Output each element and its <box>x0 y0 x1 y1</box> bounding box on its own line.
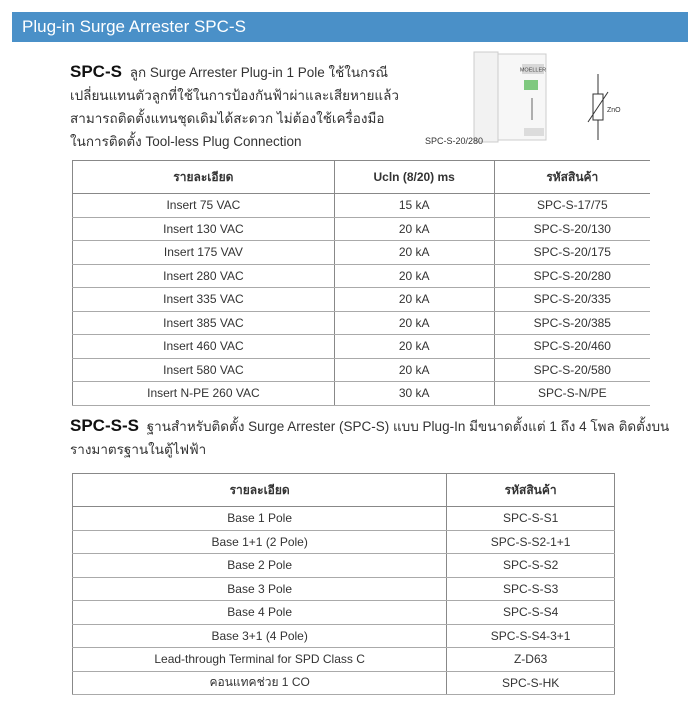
cell-product-code: SPC-S-20/460 <box>494 335 650 359</box>
cell-ucln: 20 kA <box>334 288 494 312</box>
cell-product-code: SPC-S-N/PE <box>494 382 650 406</box>
table-row <box>73 288 651 312</box>
base-spec-table <box>72 473 615 695</box>
insert-spec-table <box>72 160 650 406</box>
cell-product-code: SPC-S-S4-3+1 <box>447 624 615 648</box>
cell-product-code: SPC-S-20/130 <box>494 217 650 241</box>
cell-description: Base 2 Pole <box>73 554 447 578</box>
cell-product-code: Z-D63 <box>447 648 615 672</box>
table-row <box>73 671 615 695</box>
zno-schematic-symbol <box>580 72 630 142</box>
table-row <box>73 507 615 531</box>
product-description: ลูก Surge Arrester Plug-in 1 Pole ใช้ในกรณีเปลี่ยนแทนตัวลูกที่ใช้ในการป้องกันฟ้าผ่าและเสียหายแล้ว สามารถติดตั้งแทนชุดเดิมได้สะดวก ไม่ต้องใช้เครื่องมือในการติดตั้ง Tool-less Plug Connection <box>70 65 399 149</box>
cell-description: Insert 280 VAC <box>73 264 335 288</box>
base-product-description: ฐานสำหรับติดตั้ง Surge Arrester (SPC-S) แบบ Plug-In มีขนาดตั้งแต่ 1 ถึง 4 โพล ติดตั้งบนรางมาตรฐานในตู้ไฟฟ้า <box>70 419 670 457</box>
cell-description: Insert 385 VAC <box>73 311 335 335</box>
table-row <box>73 264 651 288</box>
spc-s-description <box>70 60 400 153</box>
product-code: SPC-S <box>70 62 122 81</box>
cell-product-code: SPC-S-20/335 <box>494 288 650 312</box>
cell-product-code: SPC-S-S3 <box>447 577 615 601</box>
cell-ucln: 15 kA <box>334 194 494 218</box>
product-caption: SPC-S-20/280 <box>425 136 484 146</box>
base-product-code: SPC-S-S <box>70 416 139 435</box>
cell-description: Insert 175 VAV <box>73 241 335 265</box>
table-row <box>73 577 615 601</box>
cell-description: Base 3 Pole <box>73 577 447 601</box>
cell-description: Insert 580 VAC <box>73 358 335 382</box>
column-header-ucln: Ucln (8/20) ms <box>334 161 494 194</box>
cell-ucln: 20 kA <box>334 217 494 241</box>
cell-product-code: SPC-S-S2 <box>447 554 615 578</box>
cell-ucln: 20 kA <box>334 311 494 335</box>
cell-product-code: SPC-S-S4 <box>447 601 615 625</box>
table-row <box>73 554 615 578</box>
spc-s-s-description <box>70 414 670 461</box>
cell-product-code: SPC-S-S2-1+1 <box>447 530 615 554</box>
column-header-product-code: รหัสสินค้า <box>447 474 615 507</box>
table-row <box>73 648 615 672</box>
cell-ucln: 20 kA <box>334 358 494 382</box>
product-brand: MOELLER <box>519 67 547 74</box>
cell-description: Insert 460 VAC <box>73 335 335 359</box>
table-row <box>73 241 651 265</box>
table-header-row <box>73 474 615 507</box>
cell-product-code: SPC-S-20/175 <box>494 241 650 265</box>
cell-product-code: SPC-S-HK <box>447 671 615 695</box>
cell-description: Lead-through Terminal for SPD Class C <box>73 648 447 672</box>
column-header-product-code: รหัสสินค้า <box>494 161 650 194</box>
schematic-label: ZnO <box>607 107 621 114</box>
cell-description: Insert 75 VAC <box>73 194 335 218</box>
table-row <box>73 217 651 241</box>
cell-description: คอนแทคช่วย 1 CO <box>73 671 447 695</box>
cell-product-code: SPC-S-20/280 <box>494 264 650 288</box>
table-row <box>73 335 651 359</box>
column-header-description: รายละเอียด <box>73 474 447 507</box>
cell-product-code: SPC-S-20/580 <box>494 358 650 382</box>
table-row <box>73 624 615 648</box>
cell-ucln: 30 kA <box>334 382 494 406</box>
table-row <box>73 194 651 218</box>
cell-ucln: 20 kA <box>334 335 494 359</box>
table-row <box>73 358 651 382</box>
cell-description: Insert 335 VAC <box>73 288 335 312</box>
table-header-row <box>73 161 651 194</box>
cell-description: Insert 130 VAC <box>73 217 335 241</box>
surge-arrester-product-image <box>470 50 550 144</box>
cell-description: Insert N-PE 260 VAC <box>73 382 335 406</box>
table-row <box>73 311 651 335</box>
table-row <box>73 601 615 625</box>
page-title: Plug-in Surge Arrester SPC-S <box>22 17 246 36</box>
cell-description: Base 1+1 (2 Pole) <box>73 530 447 554</box>
page-header <box>12 12 688 42</box>
cell-product-code: SPC-S-S1 <box>447 507 615 531</box>
cell-description: Base 4 Pole <box>73 601 447 625</box>
cell-description: Base 3+1 (4 Pole) <box>73 624 447 648</box>
cell-ucln: 20 kA <box>334 264 494 288</box>
column-header-description: รายละเอียด <box>73 161 335 194</box>
cell-ucln: 20 kA <box>334 241 494 265</box>
table-row <box>73 382 651 406</box>
cell-description: Base 1 Pole <box>73 507 447 531</box>
table-row <box>73 530 615 554</box>
cell-product-code: SPC-S-17/75 <box>494 194 650 218</box>
cell-product-code: SPC-S-20/385 <box>494 311 650 335</box>
